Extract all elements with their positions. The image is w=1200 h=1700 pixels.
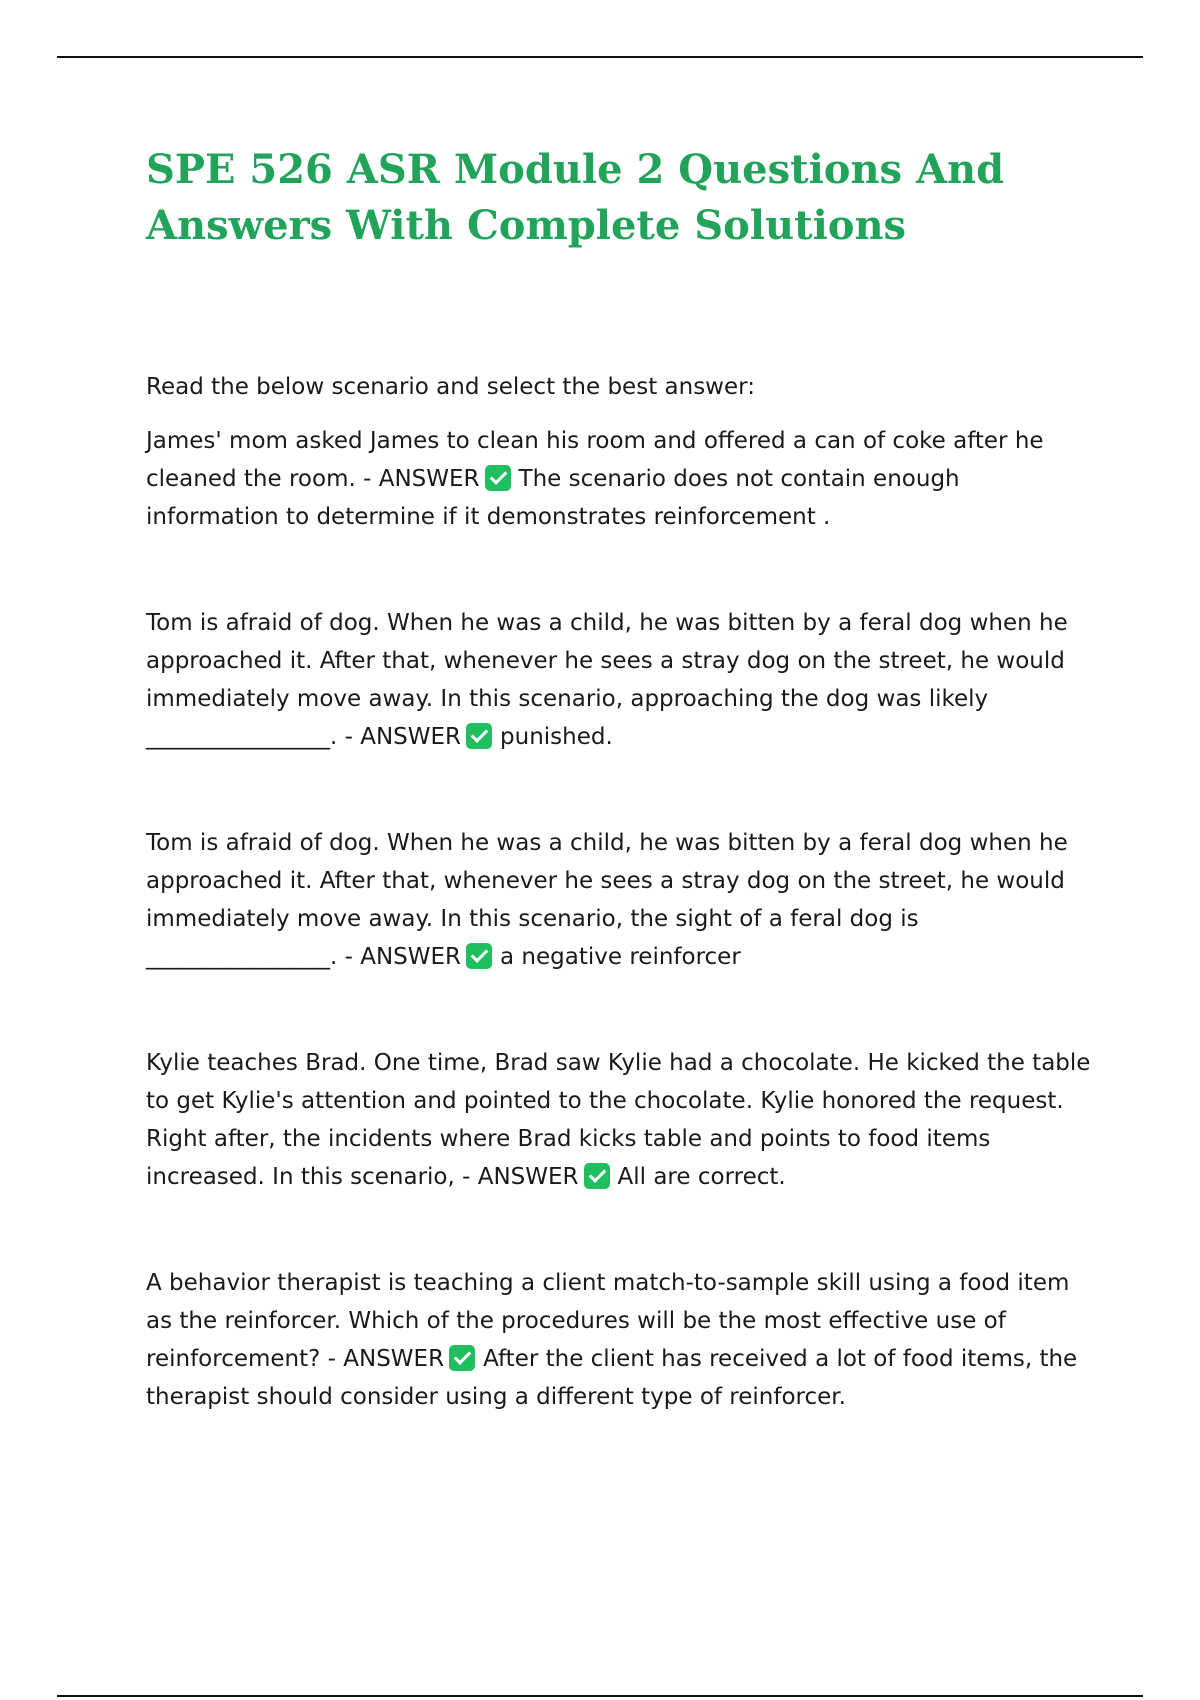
answer-marker: - ANSWER <box>363 466 480 492</box>
answer-marker: - ANSWER <box>344 944 462 970</box>
question-text: Kylie teaches Brad. One time, Brad saw Kylie had a chocolate. He kicked the table to get Kylie's attention and pointed to the chocolate. Kylie honored the request. Right after, the incidents where Brad kicks table and points to food items increased. In this scenario, <box>146 1050 1091 1190</box>
top-rule <box>57 56 1143 58</box>
question-text: James' mom asked James to clean his room and offered a can of coke after he cleaned the room. <box>146 428 1044 492</box>
question-text: Tom is afraid of dog. When he was a child, he was bitten by a feral dog when he approached it. After that, whenever he sees a stray dog on the street, he would immediately move away. In this scenario, the sight of a feral dog is ________________. <box>146 830 1068 970</box>
question-text: A behavior therapist is teaching a client match-to-sample skill using a food item as the reinforcer. Which of the procedures will be the most effective use of reinforcement? <box>146 1270 1070 1372</box>
qa-item-1 <box>146 422 1091 536</box>
qa-item-4 <box>146 1044 1091 1196</box>
intro-text: Read the below scenario and select the best answer: <box>146 374 755 400</box>
answer-marker: - ANSWER <box>462 1164 579 1190</box>
qa-item-5 <box>146 1264 1091 1416</box>
bottom-rule <box>57 1695 1143 1697</box>
check-mark-icon <box>485 465 511 491</box>
answer-marker: - ANSWER <box>344 724 462 750</box>
check-mark-icon <box>466 943 492 969</box>
qa-item-3 <box>146 824 1091 976</box>
check-mark-icon <box>466 723 492 749</box>
answer-text: punished. <box>500 724 613 750</box>
document-body <box>146 368 1091 1416</box>
qa-item-2 <box>146 604 1091 756</box>
answer-text: a negative reinforcer <box>500 944 741 970</box>
document-title: SPE 526 ASR Module 2 Questions And Answers With Complete Solutions <box>146 146 1005 249</box>
answer-text: The scenario does not contain enough information to determine if it demonstrates reinforcement . <box>146 466 960 530</box>
check-mark-icon <box>584 1163 610 1189</box>
answer-text: All are correct. <box>617 1164 786 1190</box>
check-mark-icon <box>449 1345 475 1371</box>
answer-text: After the client has received a lot of food items, the therapist should consider using a different type of reinforcer. <box>146 1346 1078 1410</box>
answer-marker: - ANSWER <box>327 1346 445 1372</box>
question-text: Tom is afraid of dog. When he was a child, he was bitten by a feral dog when he approached it. After that, whenever he sees a stray dog on the street, he would immediately move away. In this scenario, approaching the dog was likely ________________. <box>146 610 1068 750</box>
